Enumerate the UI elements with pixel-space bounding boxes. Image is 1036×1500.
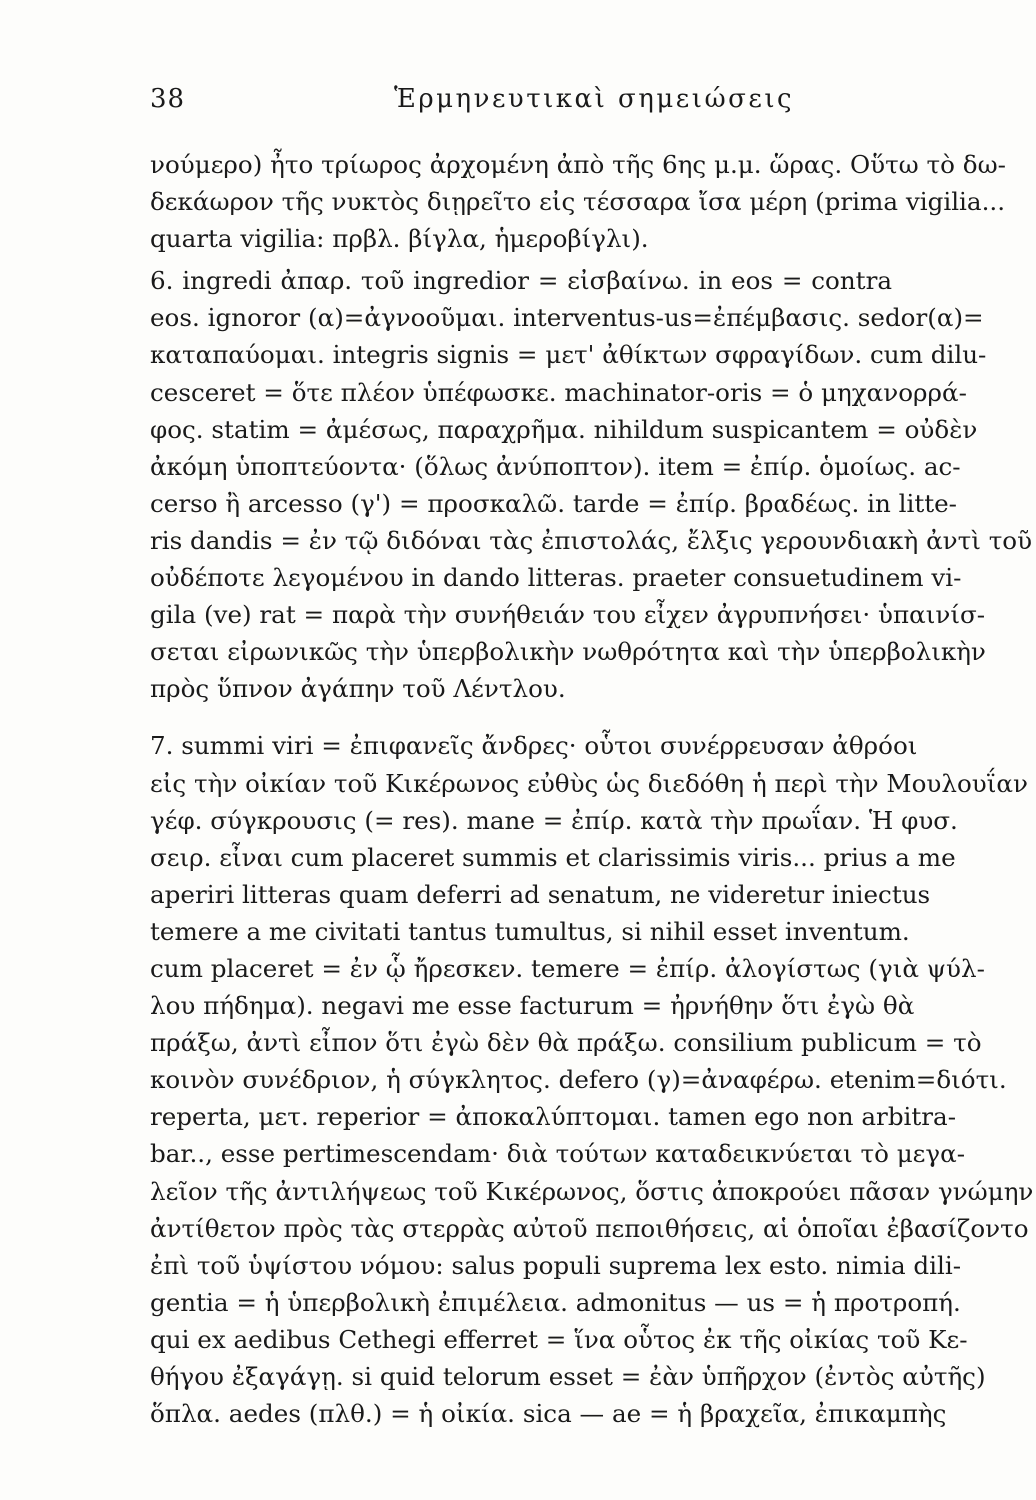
text-line: λεῖον τῆς ἀντιλήψεως τοῦ Κικέρωνος, ὅστις ἀποκρούει πᾶσαν γνώμην (150, 1176, 1034, 1206)
paragraph-gap (150, 707, 892, 727)
text-line: cerso ἢ arcesso (γ') = προσκαλῶ. tarde = ἐπίρ. βραδέως. in litte- (150, 488, 957, 518)
text-line: cesceret = ὅτε πλέον ὑπέφωσκε. machinator-oris = ὁ μηχανορρά- (150, 377, 967, 407)
text-line: οὐδέποτε λεγομένου in dando litteras. praeter consuetudinem vi- (150, 563, 962, 593)
text-line: σεται εἰρωνικῶς τὴν ὑπερβολικὴν νωθρότητα καὶ τὴν ὑπερβολικὴν (150, 637, 986, 667)
text-line: quarta vigilia: πρβλ. βίγλα, ἡμεροβίγλι). (150, 224, 649, 254)
text-line: 7. summi viri = ἐπιφανεῖς ἄνδρες· οὗτοι συνέρρευσαν ἀθρόοι (150, 731, 918, 761)
text-line: 6. ingredi ἀπαρ. τοῦ ingredior = εἰσβαίνω. in eos = contra (150, 266, 892, 296)
text-line: ὅπλα. aedes (πλθ.) = ἡ οἰκία. sica — ae = ἡ βραχεῖα, ἐπικαμπὴς (150, 1399, 947, 1429)
paragraph-note-7 (150, 727, 1034, 1432)
paragraph-note-6 (150, 262, 1033, 707)
text-line: cum placeret = ἐν ᾧ ἤρεσκεν. temere = ἐπίρ. ἀλογίστως (γιὰ ψύλ- (150, 953, 985, 983)
text-line: qui ex aedibus Cethegi efferret = ἵνα οὗτος ἐκ τῆς οἰκίας τοῦ Κε- (150, 1324, 968, 1354)
text-line: ἐπὶ τοῦ ὑψίστου νόμου: salus populi suprema lex esto. nimia dili- (150, 1250, 962, 1280)
text-line: θήγου ἐξαγάγῃ. si quid telorum esset = ἐὰν ὑπῆρχον (ἐντὸς αὐτῆς) (150, 1362, 986, 1391)
text-line: gila (ve) rat = παρὰ τὴν συνήθειάν του εἶχεν ἀγρυπνήσει· ὑπαινίσ- (150, 600, 986, 630)
text-line: reperta, μετ. reperior = ἀποκαλύπτομαι. tamen ego non arbitra- (150, 1102, 957, 1132)
text-line: aperiri litteras quam deferri ad senatum, ne videretur iniectus (150, 879, 931, 909)
page-number: 38 (150, 84, 186, 114)
text-line: φος. statim = ἀμέσως, παραχρῆμα. nihildum suspicantem = οὐδὲν (150, 414, 978, 444)
text-line: ἀκόμη ὑποπτεύοντα· (ὅλως ἀνύποπτον). item = ἐπίρ. ὁμοίως. ac- (150, 451, 961, 481)
text-line: πρὸς ὕπνον ἀγάπην τοῦ Λέντλου. (150, 674, 566, 704)
text-line: λου πήδημα). negavi me esse facturum = ἠρνήθην ὅτι ἐγὼ θὰ (150, 991, 915, 1021)
text-line: κοινὸν συνέδριον, ἡ σύγκλητος. defero (γ)=ἀναφέρω. etenim=διότι. (150, 1065, 1007, 1095)
text-line: σειρ. εἶναι cum placeret summis et clarissimis viris... prius a me (150, 842, 956, 872)
paragraph-notes-continuation (150, 146, 1006, 257)
text-line: πράξω, ἀντὶ εἶπον ὅτι ἐγὼ δὲν θὰ πράξω. consilium publicum = τὸ (150, 1028, 982, 1058)
text-line: temere a me civitati tantus tumultus, si nihil esset inventum. (150, 916, 910, 946)
text-line: εἰς τὴν οἰκίαν τοῦ Κικέρωνος εὐθὺς ὡς διεδόθη ἡ περὶ τὴν Μουλουΐαν (150, 768, 1028, 798)
text-line: ris dandis = ἐν τῷ διδόναι τὰς ἐπιστολάς, ἔλξις γερουνδιακὴ ἀντὶ τοῦ (150, 525, 1033, 555)
text-line: νούμερο) ἦτο τρίωρος ἀρχομένη ἀπὸ τῆς 6ης μ.μ. ὥρας. Οὕτω τὸ δω- (150, 150, 1006, 179)
text-line: bar.., esse pertimescendam· διὰ τούτων καταδεικνύεται τὸ μεγα- (150, 1139, 966, 1169)
text-line: γέφ. σύγκρουσις (= res). mane = ἐπίρ. κατὰ τὴν πρωΐαν. Ἡ φυσ. (150, 805, 958, 835)
text-line: καταπαύομαι. integris signis = μετ' ἀθίκτων σφραγίδων. cum dilu- (150, 340, 987, 370)
page-header (150, 84, 890, 124)
running-head: Ἑρμηνευτικαὶ σημειώσεις (394, 84, 795, 114)
text-line: ἀντίθετον πρὸς τὰς στερρὰς αὐτοῦ πεποιθήσεις, αἱ ὁποῖαι ἐβασίζοντο (150, 1213, 1029, 1243)
text-line: δεκάωρον τῆς νυκτὸς διῃρεῖτο εἰς τέσσαρα ἴσα μέρη (prima vigilia... (150, 187, 1006, 217)
text-line: eos. ignoror (α)=ἀγνοοῦμαι. interventus-us=ἐπέμβασις. sedor(α)= (150, 303, 984, 333)
body-text (150, 146, 1034, 1432)
text-line: gentia = ἡ ὑπερβολικὴ ἐπιμέλεια. admonitus — us = ἡ προτροπή. (150, 1287, 961, 1317)
